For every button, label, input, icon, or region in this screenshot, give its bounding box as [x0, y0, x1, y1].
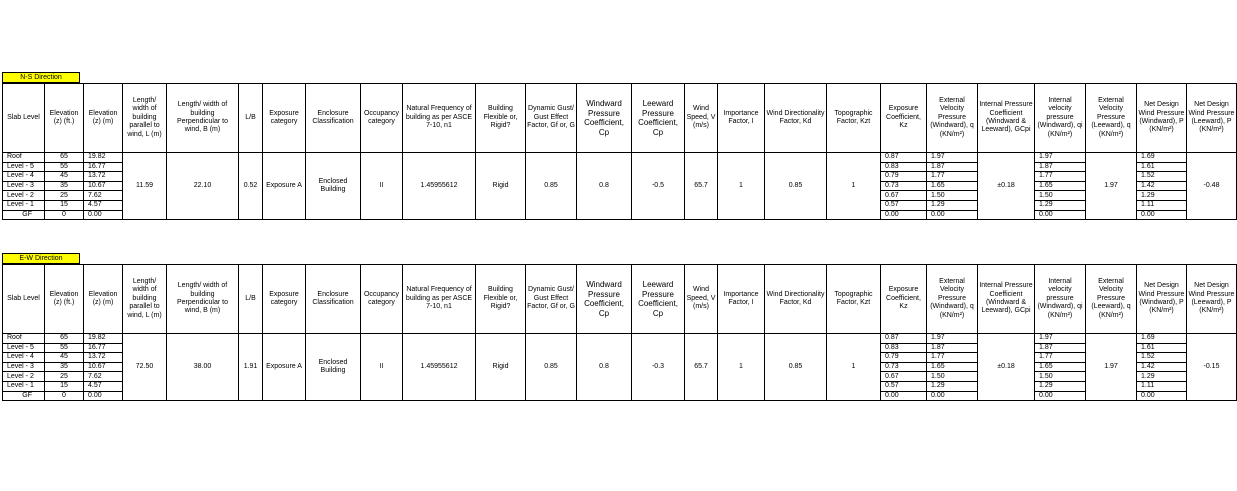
cell-occupancy: II: [361, 153, 403, 220]
cell-exposure: Exposure A: [263, 153, 306, 220]
cell-qi: 1.29: [1035, 200, 1086, 210]
ew-wind-table: [2, 264, 1237, 401]
cell-occupancy: II: [361, 334, 403, 401]
cell-elev-m: 0.00: [84, 210, 123, 220]
cell-wind-speed: 65.7: [685, 334, 718, 401]
cell-level: Level - 1: [3, 200, 45, 210]
cell-q-windward: 1.97: [927, 334, 978, 344]
cell-level: Roof: [3, 153, 45, 163]
cell-elev-m: 13.72: [84, 172, 123, 182]
col-cp-windward: Windward Pressure Coefficient, Cp: [577, 84, 632, 153]
col-gcpi: Internal Pressure Coefficient (Windward & Leeward), GCpi: [978, 84, 1035, 153]
col-directionality: Wind Directionality Factor, Kd: [765, 265, 827, 334]
col-natural-frequency: Natural Frequency of building as per ASCE 7-10, n1: [403, 265, 476, 334]
col-gust-factor: Dynamic Gust/ Gust Effect Factor, Gf or, G: [526, 265, 577, 334]
col-exposure: Exposure category: [263, 84, 306, 153]
cell-kz: 0.57: [881, 200, 927, 210]
cell-elev-m: 16.77: [84, 343, 123, 353]
cell-flexible-rigid: Rigid: [476, 153, 526, 220]
cell-elev-ft: 55: [45, 162, 84, 172]
col-occupancy: Occupancy category: [361, 265, 403, 334]
col-cp-windward: Windward Pressure Coefficient, Cp: [577, 265, 632, 334]
cell-kz: 0.67: [881, 372, 927, 382]
cell-elev-ft: 55: [45, 343, 84, 353]
cell-length-parallel: 11.59: [123, 153, 167, 220]
cell-importance: 1: [718, 153, 765, 220]
col-qi: Internal velocity pressure (Windward), qi (KN/m²): [1035, 84, 1086, 153]
table-header-row: [3, 265, 1237, 334]
col-topographic: Topographic Factor, Kzt: [827, 84, 881, 153]
cell-enclosure: Enclosed Building: [306, 153, 361, 220]
cell-level: Level - 3: [3, 181, 45, 191]
cell-qi: 1.65: [1035, 181, 1086, 191]
cell-q-windward: 0.00: [927, 391, 978, 401]
cell-p-windward: 1.29: [1137, 191, 1187, 201]
cell-qi: 0.00: [1035, 210, 1086, 220]
col-elevation-m: Elevation (z) (m): [84, 84, 123, 153]
cell-elev-ft: 65: [45, 153, 84, 163]
cell-cp-windward: 0.8: [577, 153, 632, 220]
col-q-windward: External Velocity Pressure (Windward), q (KN/m²): [927, 84, 978, 153]
cell-q-windward: 1.87: [927, 343, 978, 353]
cell-level: Level - 2: [3, 372, 45, 382]
col-p-leeward: Net Design Wind Pressure (Leeward), P (KN/m²): [1187, 265, 1237, 334]
col-lb: L/B: [239, 265, 263, 334]
cell-elev-ft: 35: [45, 181, 84, 191]
cell-elev-ft: 25: [45, 372, 84, 382]
cell-length-perp: 22.10: [167, 153, 239, 220]
cell-q-windward: 1.77: [927, 353, 978, 363]
col-directionality: Wind Directionality Factor, Kd: [765, 84, 827, 153]
section-label: N-S Direction: [2, 72, 80, 83]
cell-p-windward: 1.42: [1137, 181, 1187, 191]
cell-elev-ft: 15: [45, 200, 84, 210]
cell-lb: 0.52: [239, 153, 263, 220]
cell-wind-speed: 65.7: [685, 153, 718, 220]
col-cp-leeward: Leeward Pressure Coefficient, Cp: [632, 265, 685, 334]
cell-qi: 0.00: [1035, 391, 1086, 401]
cell-lb: 1.91: [239, 334, 263, 401]
cell-elev-ft: 45: [45, 172, 84, 182]
cell-level: GF: [3, 391, 45, 401]
cell-q-windward: 1.50: [927, 372, 978, 382]
cell-elev-m: 13.72: [84, 353, 123, 363]
cell-level: GF: [3, 210, 45, 220]
cell-elev-ft: 65: [45, 334, 84, 344]
cell-elev-ft: 0: [45, 210, 84, 220]
cell-p-windward: 1.61: [1137, 343, 1187, 353]
col-length-perpendicular: Length/ width of building Perpendicular to wind, B (m): [167, 84, 239, 153]
cell-natural-frequency: 1.45955612: [403, 334, 476, 401]
cell-p-windward: 0.00: [1137, 391, 1187, 401]
cell-kz: 0.73: [881, 362, 927, 372]
table-header-row: [3, 84, 1237, 153]
cell-cp-leeward: -0.3: [632, 334, 685, 401]
col-length-parallel: Length/ width of building parallel to wind, L (m): [123, 84, 167, 153]
col-qi: Internal velocity pressure (Windward), qi (KN/m²): [1035, 265, 1086, 334]
cell-q-windward: 1.29: [927, 381, 978, 391]
cell-enclosure: Enclosed Building: [306, 334, 361, 401]
cell-elev-ft: 45: [45, 353, 84, 363]
col-flexible-rigid: Building Flexible or, Rigid?: [476, 84, 526, 153]
col-p-windward: Net Design Wind Pressure (Windward), P (KN/m²): [1137, 84, 1187, 153]
cell-kz: 0.73: [881, 181, 927, 191]
cell-exposure: Exposure A: [263, 334, 306, 401]
cell-qi: 1.97: [1035, 334, 1086, 344]
cell-level: Level - 4: [3, 172, 45, 182]
cell-qi: 1.65: [1035, 362, 1086, 372]
col-gust-factor: Dynamic Gust/ Gust Effect Factor, Gf or, G: [526, 84, 577, 153]
col-gcpi: Internal Pressure Coefficient (Windward & Leeward), GCpi: [978, 265, 1035, 334]
cell-elev-m: 4.57: [84, 200, 123, 210]
cell-cp-leeward: -0.5: [632, 153, 685, 220]
cell-kz: 0.87: [881, 334, 927, 344]
col-lb: L/B: [239, 84, 263, 153]
col-p-leeward: Net Design Wind Pressure (Leeward), P (KN/m²): [1187, 84, 1237, 153]
col-importance: Importance Factor, I: [718, 84, 765, 153]
cell-q-windward: 0.00: [927, 210, 978, 220]
cell-p-windward: 1.11: [1137, 381, 1187, 391]
cell-elev-m: 19.82: [84, 153, 123, 163]
cell-kz: 0.57: [881, 381, 927, 391]
cell-p-windward: 1.61: [1137, 162, 1187, 172]
cell-qi: 1.50: [1035, 372, 1086, 382]
col-q-leeward: External Velocity Pressure (Leeward), q (KN/m²): [1086, 265, 1137, 334]
cell-length-perp: 38.00: [167, 334, 239, 401]
cell-q-leeward: 1.97: [1086, 153, 1137, 220]
cell-elev-m: 7.62: [84, 191, 123, 201]
cell-p-windward: 1.42: [1137, 362, 1187, 372]
cell-kz: 0.00: [881, 210, 927, 220]
cell-p-leeward: -0.15: [1187, 334, 1237, 401]
col-natural-frequency: Natural Frequency of building as per ASCE 7-10, n1: [403, 84, 476, 153]
cell-kz: 0.83: [881, 162, 927, 172]
cell-gust: 0.85: [526, 153, 577, 220]
col-wind-speed: Wind Speed, V (m/s): [685, 265, 718, 334]
col-kz: Exposure Coefficient, Kz: [881, 84, 927, 153]
cell-qi: 1.87: [1035, 162, 1086, 172]
cell-elev-ft: 25: [45, 191, 84, 201]
cell-level: Level - 5: [3, 343, 45, 353]
cell-level: Level - 2: [3, 191, 45, 201]
col-occupancy: Occupancy category: [361, 84, 403, 153]
cell-qi: 1.87: [1035, 343, 1086, 353]
cell-directionality: 0.85: [765, 153, 827, 220]
cell-q-leeward: 1.97: [1086, 334, 1137, 401]
col-p-windward: Net Design Wind Pressure (Windward), P (KN/m²): [1137, 265, 1187, 334]
col-enclosure: Enclosure Classification: [306, 84, 361, 153]
cell-p-windward: 1.11: [1137, 200, 1187, 210]
col-length-perpendicular: Length/ width of building Perpendicular to wind, B (m): [167, 265, 239, 334]
cell-gust: 0.85: [526, 334, 577, 401]
col-importance: Importance Factor, I: [718, 265, 765, 334]
cell-q-windward: 1.65: [927, 181, 978, 191]
cell-elev-ft: 15: [45, 381, 84, 391]
cell-directionality: 0.85: [765, 334, 827, 401]
cell-level: Roof: [3, 334, 45, 344]
table-row: [3, 334, 1237, 344]
cell-kz: 0.79: [881, 172, 927, 182]
col-enclosure: Enclosure Classification: [306, 265, 361, 334]
cell-natural-frequency: 1.45955612: [403, 153, 476, 220]
cell-level: Level - 1: [3, 381, 45, 391]
cell-flexible-rigid: Rigid: [476, 334, 526, 401]
cell-elev-m: 19.82: [84, 334, 123, 344]
cell-q-windward: 1.29: [927, 200, 978, 210]
cell-elev-m: 7.62: [84, 372, 123, 382]
cell-kz: 0.67: [881, 191, 927, 201]
cell-q-windward: 1.50: [927, 191, 978, 201]
cell-level: Level - 3: [3, 362, 45, 372]
col-slab-level: Slab Level: [3, 84, 45, 153]
ns-wind-table: [2, 83, 1237, 220]
cell-kz: 0.87: [881, 153, 927, 163]
cell-p-windward: 1.69: [1137, 153, 1187, 163]
cell-kz: 0.00: [881, 391, 927, 401]
cell-kz: 0.79: [881, 353, 927, 363]
col-q-windward: External Velocity Pressure (Windward), q (KN/m²): [927, 265, 978, 334]
cell-gcpi: ±0.18: [978, 153, 1035, 220]
cell-elev-ft: 35: [45, 362, 84, 372]
cell-q-windward: 1.87: [927, 162, 978, 172]
col-elevation-ft: Elevation (z) (ft.): [45, 84, 84, 153]
col-kz: Exposure Coefficient, Kz: [881, 265, 927, 334]
cell-gcpi: ±0.18: [978, 334, 1035, 401]
cell-q-windward: 1.77: [927, 172, 978, 182]
cell-q-windward: 1.97: [927, 153, 978, 163]
col-q-leeward: External Velocity Pressure (Leeward), q (KN/m²): [1086, 84, 1137, 153]
cell-qi: 1.77: [1035, 353, 1086, 363]
cell-elev-m: 10.67: [84, 181, 123, 191]
cell-kz: 0.83: [881, 343, 927, 353]
cell-qi: 1.97: [1035, 153, 1086, 163]
col-length-parallel: Length/ width of building parallel to wind, L (m): [123, 265, 167, 334]
cell-p-windward: 1.29: [1137, 372, 1187, 382]
col-wind-speed: Wind Speed, V (m/s): [685, 84, 718, 153]
col-slab-level: Slab Level: [3, 265, 45, 334]
section-label: E-W Direction: [2, 253, 80, 264]
cell-p-leeward: -0.48: [1187, 153, 1237, 220]
cell-level: Level - 5: [3, 162, 45, 172]
cell-elev-m: 4.57: [84, 381, 123, 391]
cell-elev-m: 10.67: [84, 362, 123, 372]
cell-qi: 1.77: [1035, 172, 1086, 182]
cell-qi: 1.29: [1035, 381, 1086, 391]
cell-topographic: 1: [827, 153, 881, 220]
table-row: [3, 153, 1237, 163]
col-exposure: Exposure category: [263, 265, 306, 334]
cell-p-windward: 0.00: [1137, 210, 1187, 220]
cell-cp-windward: 0.8: [577, 334, 632, 401]
cell-elev-ft: 0: [45, 391, 84, 401]
col-elevation-m: Elevation (z) (m): [84, 265, 123, 334]
cell-importance: 1: [718, 334, 765, 401]
cell-level: Level - 4: [3, 353, 45, 363]
cell-elev-m: 16.77: [84, 162, 123, 172]
cell-length-parallel: 72.50: [123, 334, 167, 401]
cell-q-windward: 1.65: [927, 362, 978, 372]
cell-elev-m: 0.00: [84, 391, 123, 401]
cell-p-windward: 1.52: [1137, 172, 1187, 182]
col-cp-leeward: Leeward Pressure Coefficient, Cp: [632, 84, 685, 153]
cell-p-windward: 1.69: [1137, 334, 1187, 344]
cell-qi: 1.50: [1035, 191, 1086, 201]
col-topographic: Topographic Factor, Kzt: [827, 265, 881, 334]
col-elevation-ft: Elevation (z) (ft.): [45, 265, 84, 334]
cell-p-windward: 1.52: [1137, 353, 1187, 363]
col-flexible-rigid: Building Flexible or, Rigid?: [476, 265, 526, 334]
cell-topographic: 1: [827, 334, 881, 401]
